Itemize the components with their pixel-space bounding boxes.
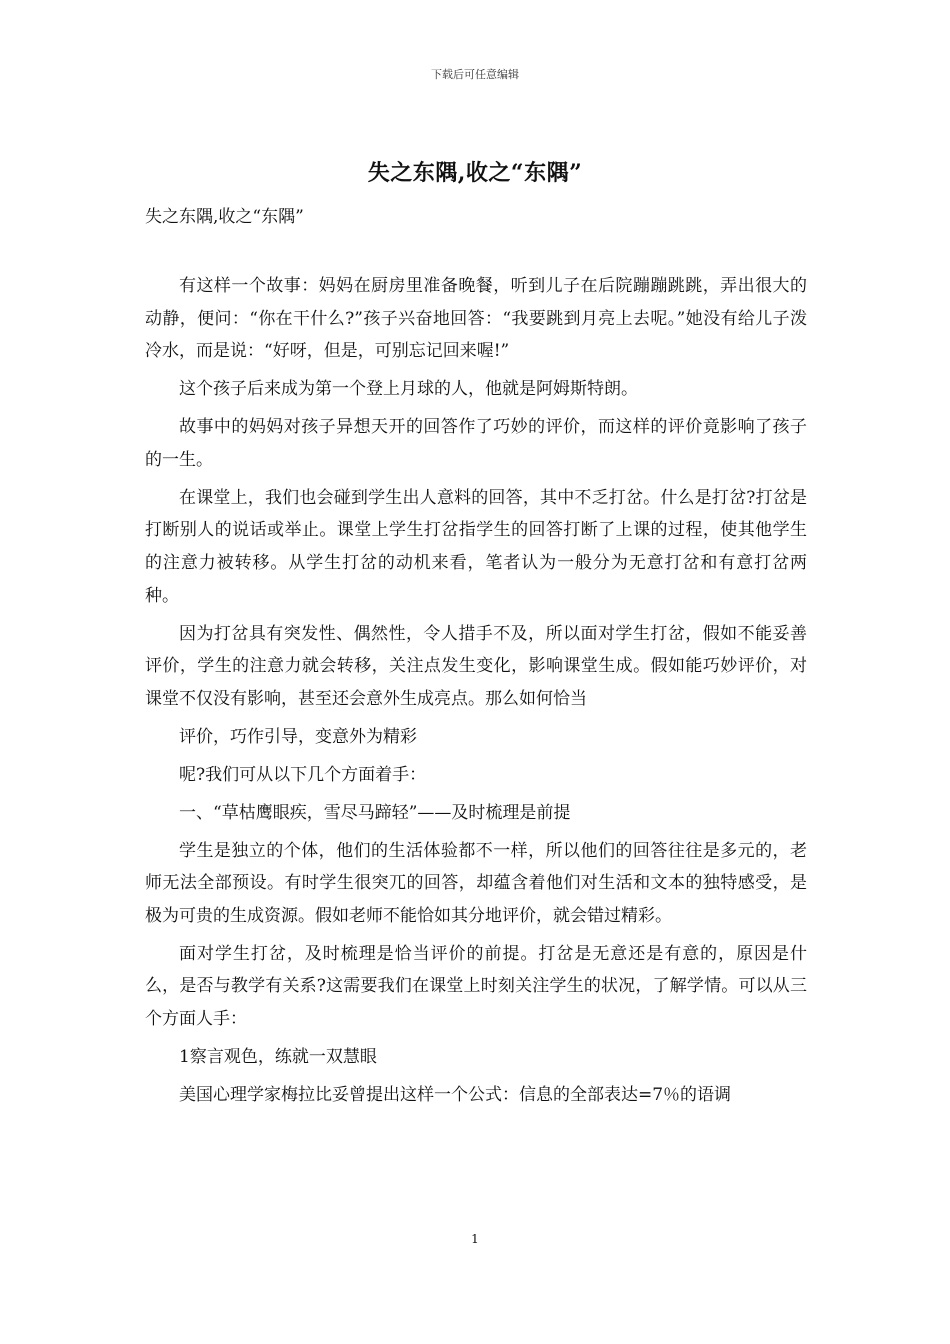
body-paragraph: 这个孩子后来成为第一个登上月球的人，他就是阿姆斯特朗。 — [179, 379, 638, 400]
body-paragraph: 因为打岔具有突发性、偶然性，令人措手不及，所以面对学生打岔，假如不能妥善评价，学生的注意力就会转移，关注点发生变化，影响课堂生成。假如能巧妙评价，对课堂不仅没有影响，甚至还会意外生成亮点。那么如何恰当 — [145, 623, 807, 709]
body-paragraph: 美国心理学家梅拉比妥曾提出这样一个公式：信息的全部表达=7％的语调 — [179, 1084, 732, 1105]
body-paragraph: 在课堂上，我们也会碰到学生出人意料的回答，其中不乏打岔。什么是打岔?打岔是打断别人的说话或举止。课堂上学生打岔指学生的回答打断了上课的过程，使其他学生的注意力被转移。从学生打岔的动机来看，笔者认为一般分为无意打岔和有意打岔两种。 — [145, 487, 807, 606]
body-paragraph: 学生是独立的个体，他们的生活体验都不一样，所以他们的回答往往是多元的，老师无法全部预设。有时学生很突兀的回答，却蕴含着他们对生活和文本的独特感受，是极为可贵的生成资源。假如老师不能恰如其分地评价，就会错过精彩。 — [145, 840, 807, 926]
section-heading: 一、“草枯鹰眼疾，雪尽马蹄轻”——及时梳理是前提 — [179, 802, 571, 823]
body-paragraph: 面对学生打岔，及时梳理是恰当评价的前提。打岔是无意还是有意的，原因是什么，是否与教学有关系?这需要我们在课堂上时刻关注学生的状况，了解学情。可以从三个方面人手： — [145, 943, 807, 1029]
document-subtitle: 失之东隅,收之“东隅” — [145, 207, 304, 227]
body-paragraph: 评价，巧作引导，变意外为精彩 — [179, 726, 417, 747]
page-header-note: 下载后可任意编辑 — [431, 68, 519, 81]
document-body — [145, 270, 807, 1117]
body-paragraph: 故事中的妈妈对孩子异想天开的回答作了巧妙的评价，而这样的评价竟影响了孩子的一生。 — [145, 417, 807, 470]
body-paragraph: 呢?我们可从以下几个方面着手： — [179, 764, 427, 785]
document-title: 失之东隅,收之“东隅” — [367, 160, 583, 186]
subsection-heading: 1察言观色，练就一双慧眼 — [179, 1046, 377, 1067]
page-number: 1 — [471, 1232, 479, 1246]
body-paragraph: 有这样一个故事：妈妈在厨房里准备晚餐，听到儿子在后院蹦蹦跳跳，弄出很大的动静，便问：“你在干什么?”孩子兴奋地回答：“我要跳到月亮上去呢。”她没有给儿子泼冷水，而是说：“好呀，但是，可别忘记回来喔!” — [145, 276, 807, 362]
